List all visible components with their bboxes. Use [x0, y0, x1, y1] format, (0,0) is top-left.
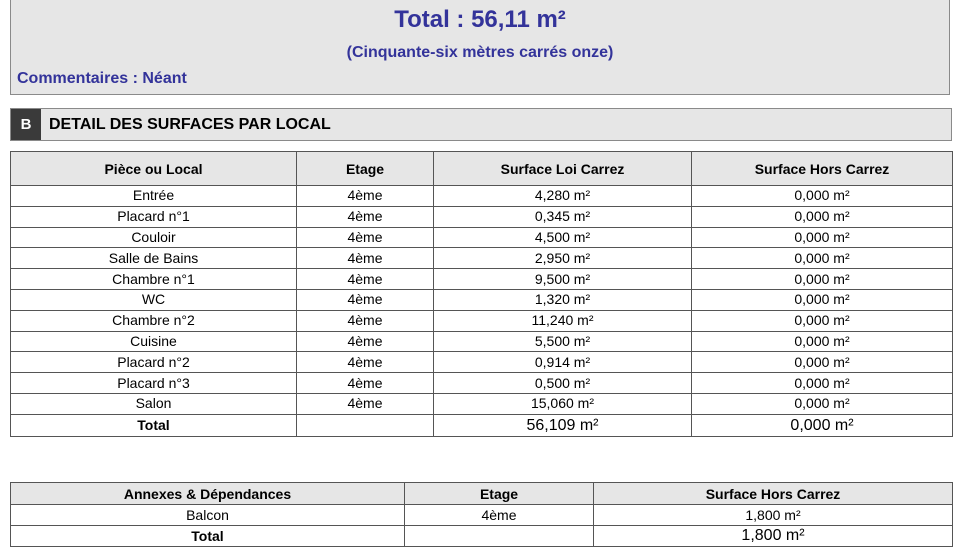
- header-surface-carrez: Surface Loi Carrez: [434, 152, 692, 186]
- table-header-row: [11, 483, 953, 505]
- cell-piece: Placard n°1: [11, 206, 297, 227]
- total-etage: [405, 526, 594, 547]
- section-title: DETAIL DES SURFACES PAR LOCAL: [49, 116, 331, 133]
- total-surface-words: (Cinquante-six mètres carrés onze): [346, 44, 614, 61]
- table-row: [11, 227, 953, 248]
- cell-piece: Couloir: [11, 227, 297, 248]
- cell-surface-hors-carrez: 0,000 m²: [692, 310, 953, 331]
- cell-etage: 4ème: [297, 289, 434, 310]
- cell-surface-carrez: 4,500 m²: [434, 227, 692, 248]
- cell-surface-hors-carrez: 0,000 m²: [692, 289, 953, 310]
- cell-etage: 4ème: [297, 186, 434, 207]
- cell-etage: 4ème: [297, 310, 434, 331]
- table-row: [11, 352, 953, 373]
- header-annexes: Annexes & Dépendances: [11, 483, 405, 505]
- section-header: [10, 108, 952, 141]
- cell-etage: 4ème: [297, 206, 434, 227]
- table-row: [11, 186, 953, 207]
- cell-surface-hors-carrez: 0,000 m²: [692, 227, 953, 248]
- comments: Commentaires : Néant: [17, 70, 187, 87]
- cell-piece: Placard n°3: [11, 373, 297, 394]
- total-label: Total: [11, 414, 297, 436]
- header-piece: Pièce ou Local: [11, 152, 297, 186]
- cell-etage: 4ème: [297, 352, 434, 373]
- cell-surface-carrez: 11,240 m²: [434, 310, 692, 331]
- surface-summary-box: [10, 0, 950, 95]
- header-surface-hors-carrez: Surface Hors Carrez: [594, 483, 953, 505]
- total-etage: [297, 414, 434, 436]
- cell-piece: Chambre n°2: [11, 310, 297, 331]
- cell-surface-carrez: 9,500 m²: [434, 269, 692, 290]
- table-row: [11, 248, 953, 269]
- cell-piece: Salon: [11, 393, 297, 414]
- table-row: [11, 269, 953, 290]
- total-surface-carrez: 56,109 m²: [434, 414, 692, 436]
- cell-piece: Entrée: [11, 186, 297, 207]
- annexes-table-body: [11, 505, 953, 547]
- header-surface-hors-carrez: Surface Hors Carrez: [692, 152, 953, 186]
- table-header-row: [11, 152, 953, 186]
- cell-surface-carrez: 2,950 m²: [434, 248, 692, 269]
- cell-annexe: Balcon: [11, 505, 405, 526]
- cell-etage: 4ème: [297, 269, 434, 290]
- cell-surface-hors-carrez: 0,000 m²: [692, 206, 953, 227]
- rooms-table-body: [11, 186, 953, 437]
- cell-surface-carrez: 1,320 m²: [434, 289, 692, 310]
- cell-piece: Salle de Bains: [11, 248, 297, 269]
- cell-piece: Placard n°2: [11, 352, 297, 373]
- cell-surface-carrez: 0,500 m²: [434, 373, 692, 394]
- cell-etage: 4ème: [297, 227, 434, 248]
- cell-surface-hors-carrez: 0,000 m²: [692, 248, 953, 269]
- table-row: [11, 206, 953, 227]
- table-row: [11, 331, 953, 352]
- table-row: [11, 393, 953, 414]
- rooms-surface-table: [10, 151, 953, 437]
- cell-etage: 4ème: [297, 331, 434, 352]
- cell-surface-hors-carrez: 1,800 m²: [594, 505, 953, 526]
- cell-surface-hors-carrez: 0,000 m²: [692, 352, 953, 373]
- total-surface: Total : 56,11 m²: [394, 6, 566, 33]
- cell-piece: Chambre n°1: [11, 269, 297, 290]
- cell-surface-hors-carrez: 0,000 m²: [692, 373, 953, 394]
- total-surface-hors-carrez: 1,800 m²: [594, 526, 953, 547]
- table-row: [11, 310, 953, 331]
- total-surface-hors-carrez: 0,000 m²: [692, 414, 953, 436]
- cell-surface-carrez: 15,060 m²: [434, 393, 692, 414]
- cell-piece: Cuisine: [11, 331, 297, 352]
- annexes-table: [10, 482, 953, 547]
- cell-surface-carrez: 4,280 m²: [434, 186, 692, 207]
- header-etage: Etage: [297, 152, 434, 186]
- total-row: [11, 414, 953, 436]
- cell-etage: 4ème: [405, 505, 594, 526]
- cell-piece: WC: [11, 289, 297, 310]
- header-etage: Etage: [405, 483, 594, 505]
- cell-etage: 4ème: [297, 373, 434, 394]
- table-row: [11, 505, 953, 526]
- total-row: [11, 526, 953, 547]
- cell-surface-carrez: 0,345 m²: [434, 206, 692, 227]
- total-label: Total: [11, 526, 405, 547]
- cell-surface-hors-carrez: 0,000 m²: [692, 269, 953, 290]
- section-letter: B: [11, 109, 41, 140]
- cell-surface-hors-carrez: 0,000 m²: [692, 331, 953, 352]
- cell-etage: 4ème: [297, 393, 434, 414]
- cell-etage: 4ème: [297, 248, 434, 269]
- cell-surface-carrez: 5,500 m²: [434, 331, 692, 352]
- cell-surface-hors-carrez: 0,000 m²: [692, 186, 953, 207]
- table-row: [11, 373, 953, 394]
- cell-surface-carrez: 0,914 m²: [434, 352, 692, 373]
- table-row: [11, 289, 953, 310]
- cell-surface-hors-carrez: 0,000 m²: [692, 393, 953, 414]
